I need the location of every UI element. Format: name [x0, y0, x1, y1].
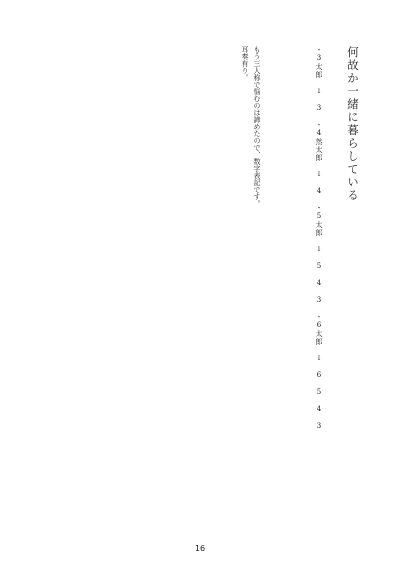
character-pair: ・3太郎 ↓ 3 — [315, 46, 323, 113]
author-note: もう三人称で悩むのは諦めたので、数字表記です。 — [253, 46, 261, 207]
character-pair: ・6太郎 ↓ 6 5 4 3 — [315, 313, 323, 431]
character-pair-list — [309, 46, 322, 431]
author-note: 耳奏有り。 — [241, 46, 249, 81]
page-number: 16 — [194, 544, 206, 553]
character-pair: ・4然太郎 ↓ 4 — [315, 121, 323, 196]
character-pair: ・5太郎 ↓ 5 4 3 — [315, 204, 323, 305]
page-title: 何故か一緒に暮らしている — [346, 46, 360, 202]
